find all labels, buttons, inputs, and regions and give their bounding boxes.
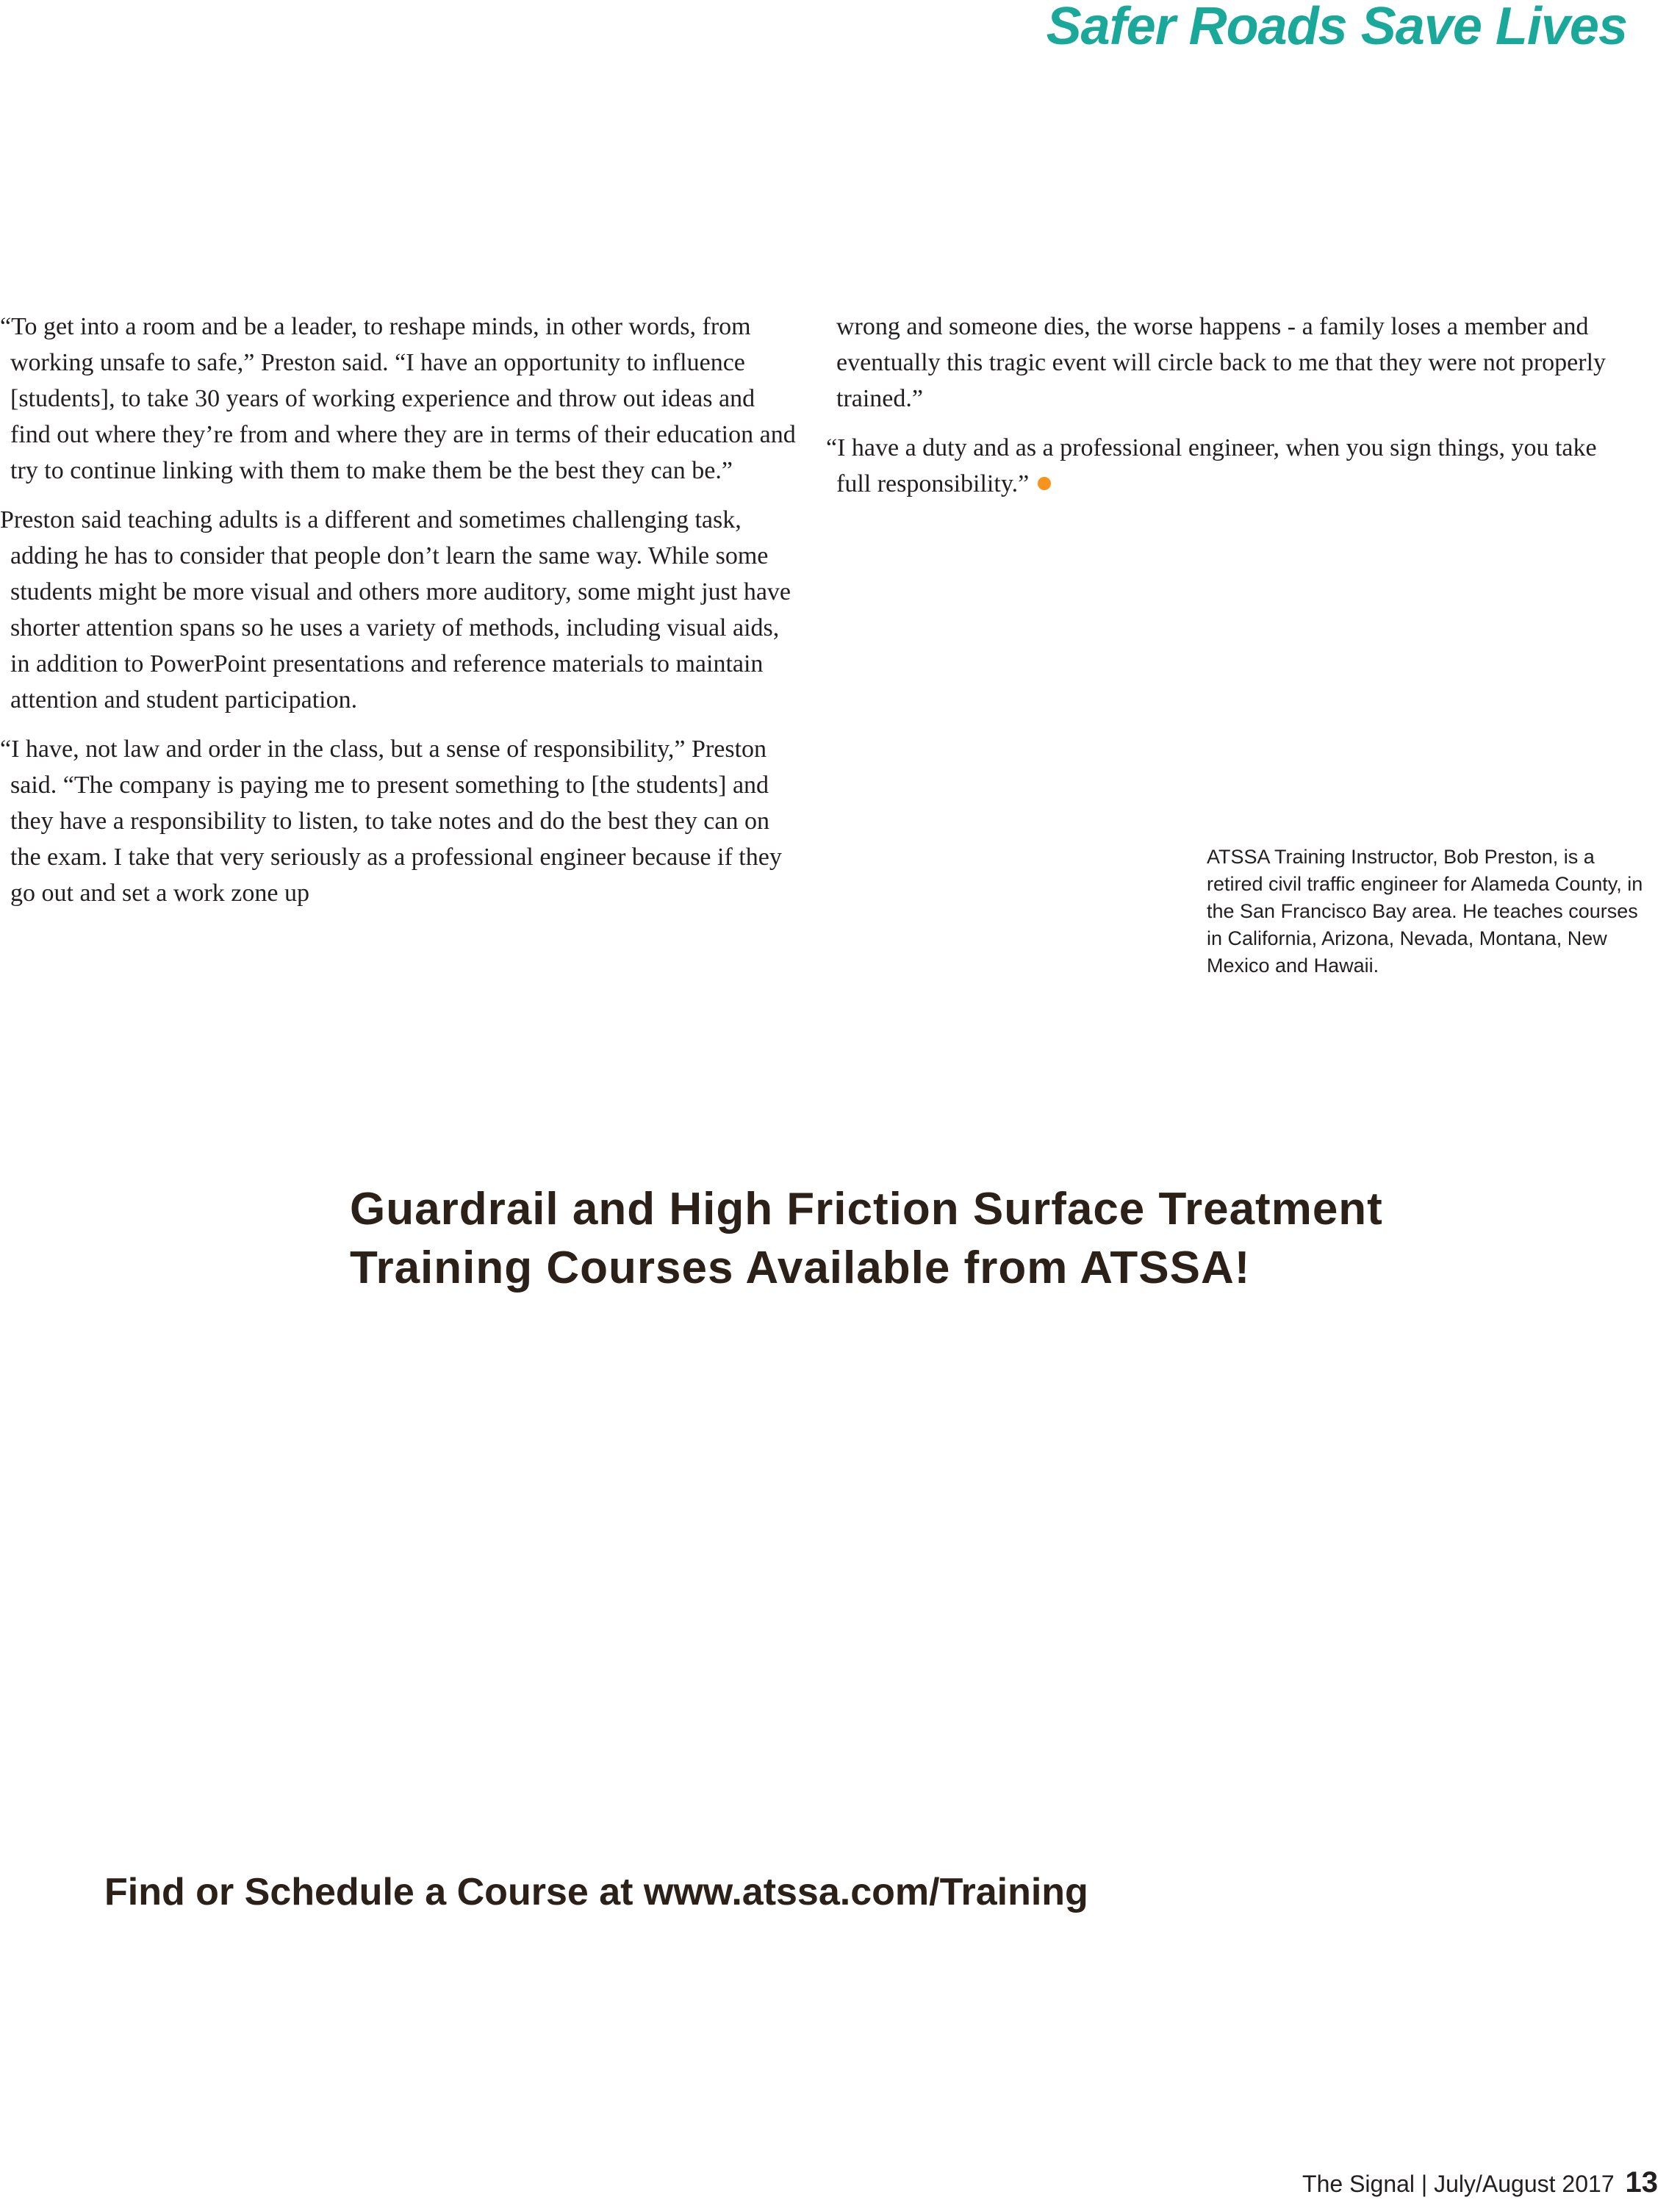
footer-publication: The Signal [1302, 2171, 1415, 2197]
footer-separator: | [1421, 2171, 1428, 2197]
photo-caption: ATSSA Training Instructor, Bob Preston, is a retired civil traffic engineer for Alameda County, in the San Francisco Bay area. He teaches courses in California, Arizona, Nevada, Montana, New Mexico and Hawaii. [1207, 846, 1643, 977]
ad-call-to-action: Find or Schedule a Course at www.atssa.com/Training [104, 1871, 1088, 1913]
end-mark-icon [1038, 477, 1051, 490]
article-paragraph-3: “I have, not law and order in the class, but a sense of responsibility,” Preston said. “The company is paying me to present something to [the students] and they have a responsibility to listen, to take notes and do the best they can on the exam. I take that very seriously as a professional engineer because if they go out and set a work zone up [0, 736, 782, 907]
article-paragraph-1: “To get into a room and be a leader, to reshape minds, in other words, from working unsafe to safe,” Preston said. “I have an opportunity to influence [students], to take 30 years of working experience and throw out ideas and find out where they’re from and where they are in terms of their education and try to continue linking with them to make them be the best they can be.” [0, 313, 796, 484]
section-title: Safer Roads Save Lives [1046, 0, 1627, 56]
footer-issue: July/August 2017 [1434, 2171, 1615, 2197]
page-footer [1302, 2168, 1658, 2199]
ad-headline-line-1: Guardrail and High Friction Surface Treatment [350, 1184, 1383, 1234]
ad-headline [350, 1180, 1658, 1298]
page-number: 13 [1625, 2166, 1658, 2199]
article-left-column [0, 309, 798, 924]
article-paragraph-4: wrong and someone dies, the worse happens - a family loses a member and eventually this tragic event will circle back to me that they were not properly trained.” [836, 313, 1607, 412]
article-paragraph-5 [826, 430, 1627, 502]
article-paragraph-2: Preston said teaching adults is a different and sometimes challenging task, adding he has to consider that people don’t learn the same way. While some students might be more visual and others more auditory, some might just have shorter attention spans so he uses a variety of methods, including visual aids, in addition to PowerPoint presentations and reference materials to maintain attention and student participation. [0, 506, 791, 713]
article-right-column [826, 309, 1627, 515]
article-paragraph-5-text: “I have a duty and as a professional engineer, when you sign things, you take full responsibility.” [826, 434, 1597, 497]
ad-headline-line-2: Training Courses Available from ATSSA! [350, 1243, 1251, 1293]
